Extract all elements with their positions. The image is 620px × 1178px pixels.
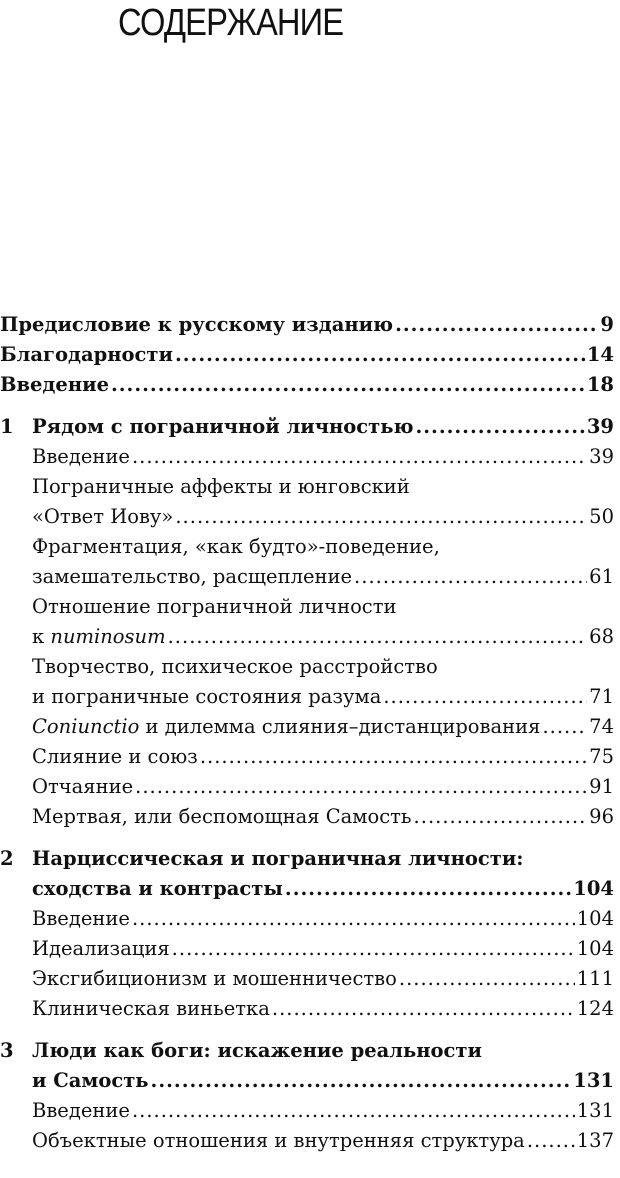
- toc-section-line[interactable]: [0, 472, 620, 502]
- chapter-title: Люди как боги: искажение реальности: [32, 1039, 482, 1062]
- dot-leader: [172, 934, 575, 964]
- toc-page-number: 91: [589, 775, 614, 798]
- toc-page-number: 111: [576, 967, 614, 990]
- chapter-number: 1: [0, 415, 14, 438]
- toc-entry-acknowledgements[interactable]: [0, 340, 620, 370]
- toc-page-number: 39: [586, 415, 614, 438]
- toc-entry-label: Введение: [0, 373, 109, 396]
- toc-label-italic: numinosum: [50, 625, 166, 648]
- chapter-title: сходства и контрасты: [32, 877, 283, 900]
- dot-leader: [168, 622, 588, 652]
- toc-entry-introduction[interactable]: [0, 370, 620, 400]
- toc-section-label: Отчаяние: [32, 775, 134, 798]
- toc-section[interactable]: [0, 802, 620, 832]
- dot-leader: [151, 1066, 572, 1096]
- toc-page-number: 50: [589, 505, 614, 528]
- page-title: СОДЕРЖАНИЕ: [118, 2, 344, 44]
- toc-section-label: Введение: [32, 1099, 130, 1122]
- toc-section-label: [32, 712, 540, 742]
- toc-label-rest: и дилемма слияния–дистанцирования: [139, 715, 541, 738]
- chapter-number: 3: [0, 1039, 14, 1062]
- dot-leader: [175, 502, 587, 532]
- dot-leader: [354, 562, 587, 592]
- toc-section-label: Идеализация: [32, 937, 170, 960]
- toc-page-number: 9: [600, 313, 614, 336]
- toc-page-number: 131: [576, 1099, 614, 1122]
- toc-page-number: 104: [573, 877, 614, 900]
- dot-leader: [132, 442, 587, 472]
- dot-leader: [272, 994, 575, 1024]
- dot-leader: [383, 682, 587, 712]
- toc-section[interactable]: [0, 622, 620, 652]
- toc-section-label: Отношение пограничной личности: [32, 595, 397, 618]
- toc-page-number: 14: [586, 343, 614, 366]
- toc-page-number: 96: [589, 805, 614, 828]
- toc-section[interactable]: [0, 964, 620, 994]
- toc-section[interactable]: [0, 442, 620, 472]
- toc-entry-preface[interactable]: [0, 310, 620, 340]
- toc-section[interactable]: [0, 712, 620, 742]
- toc-section[interactable]: [0, 1096, 620, 1126]
- toc-page-number: 75: [589, 745, 614, 768]
- toc-section[interactable]: [0, 502, 620, 532]
- dot-leader: [132, 1096, 575, 1126]
- toc-section[interactable]: [0, 994, 620, 1024]
- chapter-number: 2: [0, 847, 14, 870]
- toc-entry-label: Благодарности: [0, 343, 173, 366]
- toc-section[interactable]: [0, 904, 620, 934]
- dot-leader: [135, 772, 587, 802]
- toc-page-number: 124: [576, 997, 614, 1020]
- toc-section-label: Клиническая виньетка: [32, 997, 270, 1020]
- toc-section-label: Эксгибиционизм и мошенничество: [32, 967, 397, 990]
- chapter-title: Рядом с пограничной личностью: [32, 415, 414, 438]
- dot-leader: [132, 904, 575, 934]
- toc-section-label: Мертвая, или беспомощная Самость: [32, 805, 412, 828]
- dot-leader: [285, 874, 571, 904]
- toc-section[interactable]: [0, 934, 620, 964]
- toc-entry-label: Предисловие к русскому изданию: [0, 313, 394, 336]
- toc-page-number: 39: [589, 445, 614, 468]
- toc-section-label: [32, 622, 166, 652]
- toc-section-label: Фрагментация, «как будто»-поведение,: [32, 535, 440, 558]
- toc-page-number: 71: [589, 685, 614, 708]
- toc-page-number: 137: [576, 1129, 614, 1152]
- toc-section[interactable]: [0, 682, 620, 712]
- toc-label-italic: Coniunctio: [32, 715, 140, 738]
- toc-section-line[interactable]: [0, 592, 620, 622]
- toc-page-number: 131: [573, 1069, 614, 1092]
- toc-section[interactable]: [0, 562, 620, 592]
- toc-section-line[interactable]: [0, 532, 620, 562]
- chapter-title: и Самость: [32, 1069, 149, 1092]
- toc-chapter-2-cont[interactable]: [0, 874, 620, 904]
- toc-page-number: 104: [576, 907, 614, 930]
- toc-chapter-3[interactable]: [0, 1036, 620, 1066]
- toc-section[interactable]: [0, 742, 620, 772]
- dot-leader: [527, 1126, 575, 1156]
- dot-leader: [395, 310, 598, 340]
- toc-label-prefix: к: [32, 625, 51, 648]
- toc-section-label: замешательство, расщепление: [32, 565, 353, 588]
- dot-leader: [415, 412, 584, 442]
- toc-chapter-2[interactable]: [0, 844, 620, 874]
- toc-page-number: 68: [589, 625, 614, 648]
- toc-section-label: Слияние и союз: [32, 745, 198, 768]
- dot-leader: [414, 802, 588, 832]
- toc-page-number: 104: [576, 937, 614, 960]
- dot-leader: [542, 712, 587, 742]
- toc-section-label: «Ответ Иову»: [32, 505, 174, 528]
- toc-section[interactable]: [0, 1126, 620, 1156]
- dot-leader: [399, 964, 575, 994]
- dot-leader: [175, 340, 585, 370]
- toc-section-label: Творчество, психическое расстройство: [32, 655, 438, 678]
- dot-leader: [111, 370, 585, 400]
- toc-section[interactable]: [0, 772, 620, 802]
- toc-chapter-3-cont[interactable]: [0, 1066, 620, 1096]
- toc-page-number: 61: [589, 565, 614, 588]
- table-of-contents: [0, 310, 620, 1156]
- toc-section-label: и пограничные состояния разума: [32, 685, 382, 708]
- toc-section-label: Пограничные аффекты и юнговский: [32, 475, 410, 498]
- toc-section-label: Объектные отношения и внутренняя структура: [32, 1129, 525, 1152]
- toc-section-label: Введение: [32, 907, 130, 930]
- toc-section-label: Введение: [32, 445, 130, 468]
- dot-leader: [200, 742, 587, 772]
- toc-chapter-1[interactable]: [0, 412, 620, 442]
- chapter-title: Нарциссическая и пограничная личности:: [32, 847, 524, 870]
- toc-section-line[interactable]: [0, 652, 620, 682]
- toc-page-number: 18: [586, 373, 614, 396]
- toc-page-number: 74: [589, 715, 614, 738]
